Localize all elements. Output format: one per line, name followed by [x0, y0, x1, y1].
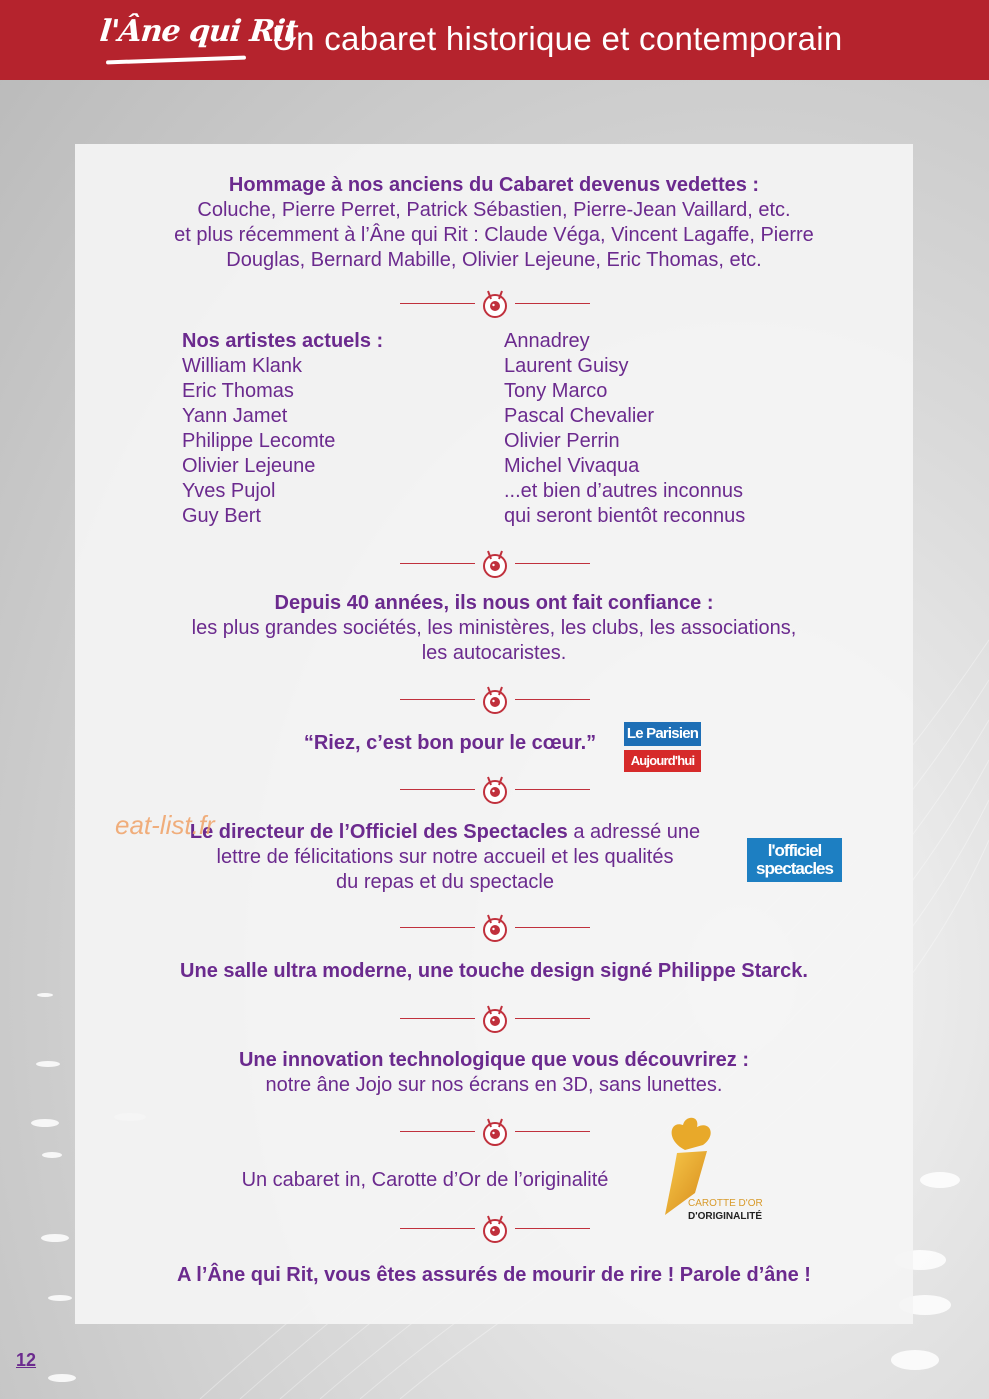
donkey-mascot-icon: [478, 683, 512, 717]
donkey-mascot-icon: [478, 287, 512, 321]
conclusion-text: A l’Âne qui Rit, vous êtes assurés de mourir de rire ! Parole d’âne !: [177, 1264, 811, 1286]
hommage-line: Douglas, Bernard Mabille, Olivier Lejeune, Eric Thomas, etc.: [226, 249, 762, 271]
starck-text: Une salle ultra moderne, une touche design signé Philippe Starck.: [180, 960, 808, 982]
le-parisien-logo-top: Le Parisien: [624, 722, 701, 746]
section-divider: [400, 773, 590, 807]
carotte-label-line1: CAROTTE D'OR: [688, 1198, 763, 1209]
watermark: eat-list.fr: [115, 810, 215, 840]
officiel-line: [145, 820, 745, 845]
donkey-mascot-icon: [478, 1212, 512, 1246]
donkey-mascot-icon: [478, 547, 512, 581]
artist-name: Tony Marco: [504, 380, 608, 402]
carotte-text: Un cabaret in, Carotte d’Or de l’originalité: [241, 1169, 609, 1191]
confiance-section: [75, 591, 913, 666]
section-divider: [400, 1212, 590, 1246]
innovation-section: [75, 1048, 913, 1098]
artist-name: Eric Thomas: [182, 380, 294, 402]
le-parisien-logo-bottom: Aujourd'hui: [624, 750, 701, 772]
donkey-mascot-icon: [478, 1002, 512, 1036]
artist-name: Annadrey: [504, 330, 590, 352]
carotte-dor-label: [688, 1197, 763, 1223]
confiance-line: les plus grandes sociétés, les ministères, les clubs, les associations,: [191, 617, 797, 639]
carotte-label-line2: D'ORIGINALITÉ: [688, 1211, 763, 1222]
officiel-logo-line2: spectacles: [756, 859, 833, 878]
artist-name: Michel Vivaqua: [504, 455, 640, 477]
artist-name: Yann Jamet: [182, 405, 288, 427]
donkey-mascot-icon: [478, 1115, 512, 1149]
artistes-column-2: [504, 329, 745, 529]
header-bar: [0, 0, 989, 80]
officiel-bold-part: Le directeur de l’Officiel des Spectacles: [189, 821, 568, 843]
officiel-logo-line1: l'officiel: [767, 841, 822, 860]
artistes-column-1: [182, 329, 383, 529]
section-divider: [400, 547, 590, 581]
section-divider: [400, 1115, 590, 1149]
artist-name: Yves Pujol: [182, 480, 276, 502]
logo: l'Âne qui Rit: [98, 14, 299, 49]
citation-section: [250, 731, 650, 756]
section-divider: [400, 683, 590, 717]
confiance-heading: Depuis 40 années, ils nous ont fait confiance :: [274, 592, 714, 614]
citation-quote: “Riez, c’est bon pour le cœur.”: [303, 732, 597, 754]
artist-name: Olivier Perrin: [504, 430, 620, 452]
le-parisien-logo: [624, 722, 701, 774]
artist-name: Laurent Guisy: [504, 355, 629, 377]
page-title: Un cabaret historique et contemporain: [272, 20, 843, 57]
innovation-line: notre âne Jojo sur nos écrans en 3D, sans lunettes.: [265, 1074, 723, 1096]
hommage-line: Coluche, Pierre Perret, Patrick Sébastien, Pierre-Jean Vaillard, etc.: [197, 199, 791, 221]
officiel-des-spectacles-logo: [747, 838, 842, 882]
logo-underline: [106, 56, 246, 65]
section-divider: [400, 287, 590, 321]
starck-section: [75, 959, 913, 984]
donkey-mascot-icon: [478, 773, 512, 807]
officiel-line: du repas et du spectacle: [336, 871, 554, 893]
innovation-heading: Une innovation technologique que vous découvrirez :: [238, 1049, 750, 1071]
artist-name: Pascal Chevalier: [504, 405, 655, 427]
artist-name: Philippe Lecomte: [182, 430, 336, 452]
page-number: 12: [16, 1350, 37, 1370]
section-divider: [400, 911, 590, 945]
hommage-section: [75, 173, 913, 273]
hommage-heading: Hommage à nos anciens du Cabaret devenus vedettes :: [228, 174, 760, 196]
confiance-line: les autocaristes.: [421, 642, 567, 664]
officiel-rest-line1: a adressé une: [567, 821, 701, 843]
artist-name: Olivier Lejeune: [182, 455, 316, 477]
officiel-section: [145, 820, 745, 895]
section-divider: [400, 1002, 590, 1036]
donkey-mascot-icon: [478, 911, 512, 945]
artistes-heading: Nos artistes actuels :: [182, 330, 384, 352]
officiel-line: lettre de félicitations sur notre accueil et les qualités: [216, 846, 674, 868]
artist-name: qui seront bientôt reconnus: [504, 505, 746, 527]
conclusion-section: [75, 1263, 913, 1288]
artist-name: Guy Bert: [182, 505, 261, 527]
carotte-section: [200, 1168, 650, 1193]
artist-name: William Klank: [182, 355, 303, 377]
artist-name: ...et bien d’autres inconnus: [504, 480, 744, 502]
hommage-line: et plus récemment à l’Âne qui Rit : Claude Véga, Vincent Lagaffe, Pierre: [174, 224, 814, 246]
